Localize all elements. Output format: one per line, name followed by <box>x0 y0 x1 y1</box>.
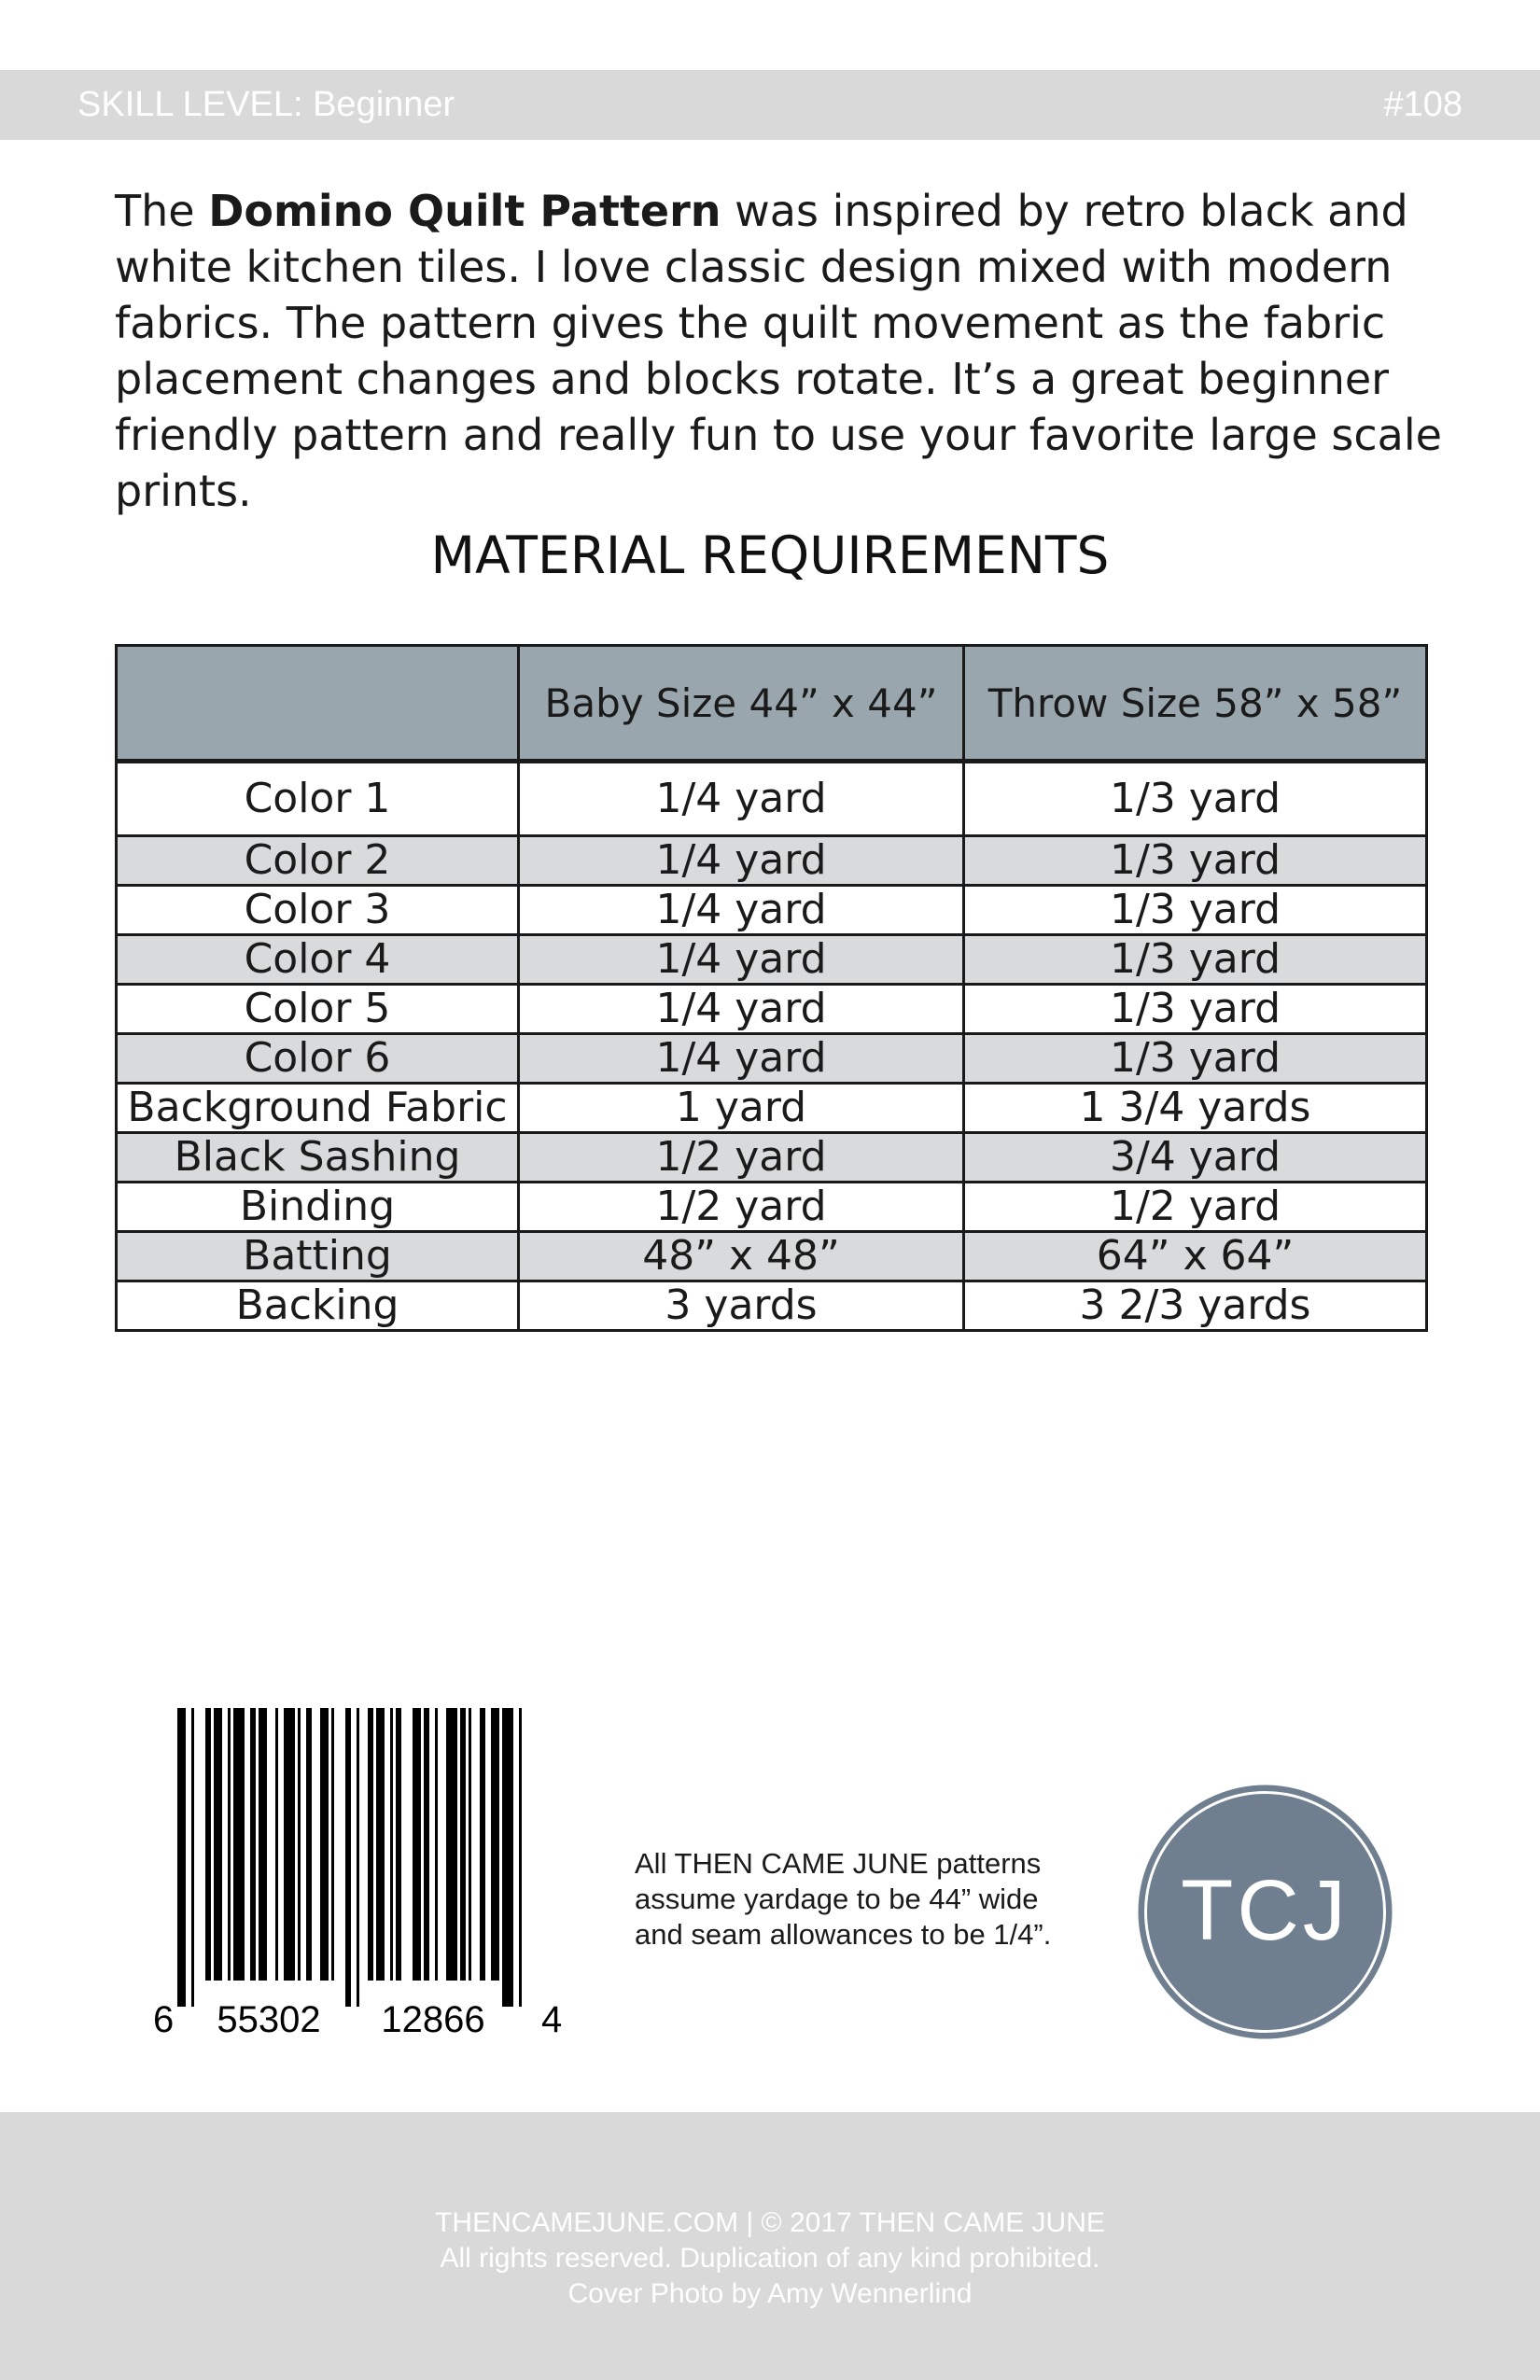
barcode-digit-lead: 6 <box>153 1999 175 2040</box>
barcode-bar <box>250 1708 256 1981</box>
note-line: All THEN CAME JUNE patterns <box>635 1847 1042 1880</box>
throw-amount: 1/3 yard <box>964 985 1427 1034</box>
intro-paragraph <box>115 183 1459 519</box>
table-row <box>117 1232 1427 1281</box>
material-name: Background Fabric <box>117 1084 519 1133</box>
baby-amount: 48” x 48” <box>519 1232 964 1281</box>
footer-rights: All rights reserved. Duplication of any kind prohibited. <box>440 2243 1100 2274</box>
material-name: Binding <box>117 1183 519 1232</box>
barcode-bar <box>320 1708 329 1981</box>
barcode-bar <box>331 1708 334 1981</box>
table-row <box>117 1183 1427 1232</box>
table-row <box>117 935 1427 985</box>
throw-amount: 1/2 yard <box>964 1183 1427 1232</box>
baby-amount: 1/4 yard <box>519 985 964 1034</box>
intro-pattern-title: Domino Quilt Pattern <box>208 186 721 236</box>
barcode-bar <box>177 1708 186 2007</box>
table-row <box>117 886 1427 935</box>
baby-amount: 1/2 yard <box>519 1183 964 1232</box>
barcode-bar <box>306 1708 312 1981</box>
tcj-logo-text: TCJ <box>1181 1863 1350 1958</box>
barcode-bar <box>214 1708 222 1981</box>
baby-amount: 1/4 yard <box>519 886 964 935</box>
throw-amount: 3 2/3 yards <box>964 1281 1427 1331</box>
barcode-bar <box>460 1708 466 1981</box>
throw-amount: 1 3/4 yards <box>964 1084 1427 1133</box>
barcode-bar <box>502 1708 513 2007</box>
baby-amount: 1/2 yard <box>519 1133 964 1183</box>
barcode-bar <box>284 1708 295 1981</box>
tcj-logo <box>1137 1784 1393 2040</box>
material-name: Backing <box>117 1281 519 1331</box>
table-header-row <box>117 646 1427 762</box>
table-row <box>117 1034 1427 1084</box>
material-name: Black Sashing <box>117 1133 519 1183</box>
footer <box>0 2112 1540 2380</box>
barcode-digits-right: 12866 <box>381 1999 485 2040</box>
barcode-bar <box>519 1708 522 2007</box>
throw-amount: 1/3 yard <box>964 935 1427 985</box>
note-line: and seam allowances to be 1/4”. <box>635 1918 1052 1951</box>
baby-amount: 3 yards <box>519 1281 964 1331</box>
material-name: Color 1 <box>117 762 519 836</box>
material-requirements-title: MATERIAL REQUIREMENTS <box>430 525 1110 585</box>
barcode-bar <box>480 1708 485 1981</box>
baby-amount: 1/4 yard <box>519 1034 964 1084</box>
table-row <box>117 836 1427 886</box>
material-requirements-table <box>115 644 1428 1332</box>
footer-photo-credit: Cover Photo by Amy Wennerlind <box>567 2278 973 2309</box>
barcode-bar <box>368 1708 373 1981</box>
throw-amount: 1/3 yard <box>964 1034 1427 1084</box>
barcode-bar <box>259 1708 267 1981</box>
material-name: Color 5 <box>117 985 519 1034</box>
material-name: Color 4 <box>117 935 519 985</box>
header-cell-baby-size: Baby Size 44” x 44” <box>519 646 964 762</box>
barcode-bar <box>233 1708 245 1981</box>
header-cell-blank <box>117 646 519 762</box>
intro-body: was inspired by retro black and white kitchen tiles. I love classic design mixed with modern fabrics. The pattern gives the quilt movement as the fabric placement changes and blocks rotate. It’s a great beginner friendly pattern and really fun to use your favorite large scale prints. <box>115 186 1442 516</box>
throw-amount: 1/3 yard <box>964 886 1427 935</box>
pattern-number: #108 <box>1383 85 1463 124</box>
baby-amount: 1/4 yard <box>519 762 964 836</box>
intro-prefix: The <box>115 186 209 236</box>
material-name: Color 6 <box>117 1034 519 1084</box>
barcode-bar <box>191 1708 194 2007</box>
barcode-bar <box>298 1708 301 1981</box>
barcode-bar <box>491 1708 499 1981</box>
barcode-bar <box>275 1708 278 1981</box>
barcode-digit-check: 4 <box>541 1999 563 2040</box>
barcode-bar <box>357 1708 359 2007</box>
throw-amount: 1/3 yard <box>964 836 1427 886</box>
material-name: Batting <box>117 1232 519 1281</box>
table-row <box>117 1084 1427 1133</box>
barcode-bar <box>205 1708 211 1981</box>
barcode-bar <box>396 1708 401 1981</box>
throw-amount: 1/3 yard <box>964 762 1427 836</box>
barcode-bar <box>469 1708 471 1981</box>
table-row <box>117 1133 1427 1183</box>
throw-amount: 64” x 64” <box>964 1232 1427 1281</box>
table-row <box>117 762 1427 836</box>
barcode-bar <box>413 1708 421 1981</box>
header-bar <box>0 70 1540 140</box>
baby-amount: 1 yard <box>519 1084 964 1133</box>
header-cell-throw-size: Throw Size 58” x 58” <box>964 646 1427 762</box>
note-line: assume yardage to be 44” wide <box>635 1883 1039 1915</box>
baby-amount: 1/4 yard <box>519 836 964 886</box>
material-name: Color 3 <box>117 886 519 935</box>
barcode-bar <box>228 1708 231 1981</box>
yardage-note <box>635 1846 1120 1953</box>
table-row <box>117 985 1427 1034</box>
barcode <box>140 1708 569 2044</box>
barcode-bar <box>345 1708 351 2007</box>
barcode-bar <box>376 1708 385 1981</box>
skill-level: SKILL LEVEL: Beginner <box>77 85 455 124</box>
barcode-digits-left: 55302 <box>217 1999 321 2040</box>
barcode-bar <box>446 1708 457 1981</box>
throw-amount: 3/4 yard <box>964 1133 1427 1183</box>
barcode-bar <box>424 1708 429 1981</box>
barcode-bar <box>435 1708 438 1981</box>
footer-copyright: THENCAMEJUNE.COM | © 2017 THEN CAME JUNE <box>435 2207 1105 2238</box>
barcode-bar <box>390 1708 393 1981</box>
material-name: Color 2 <box>117 836 519 886</box>
barcode-bars <box>177 1708 522 2007</box>
table-row <box>117 1281 1427 1331</box>
baby-amount: 1/4 yard <box>519 935 964 985</box>
